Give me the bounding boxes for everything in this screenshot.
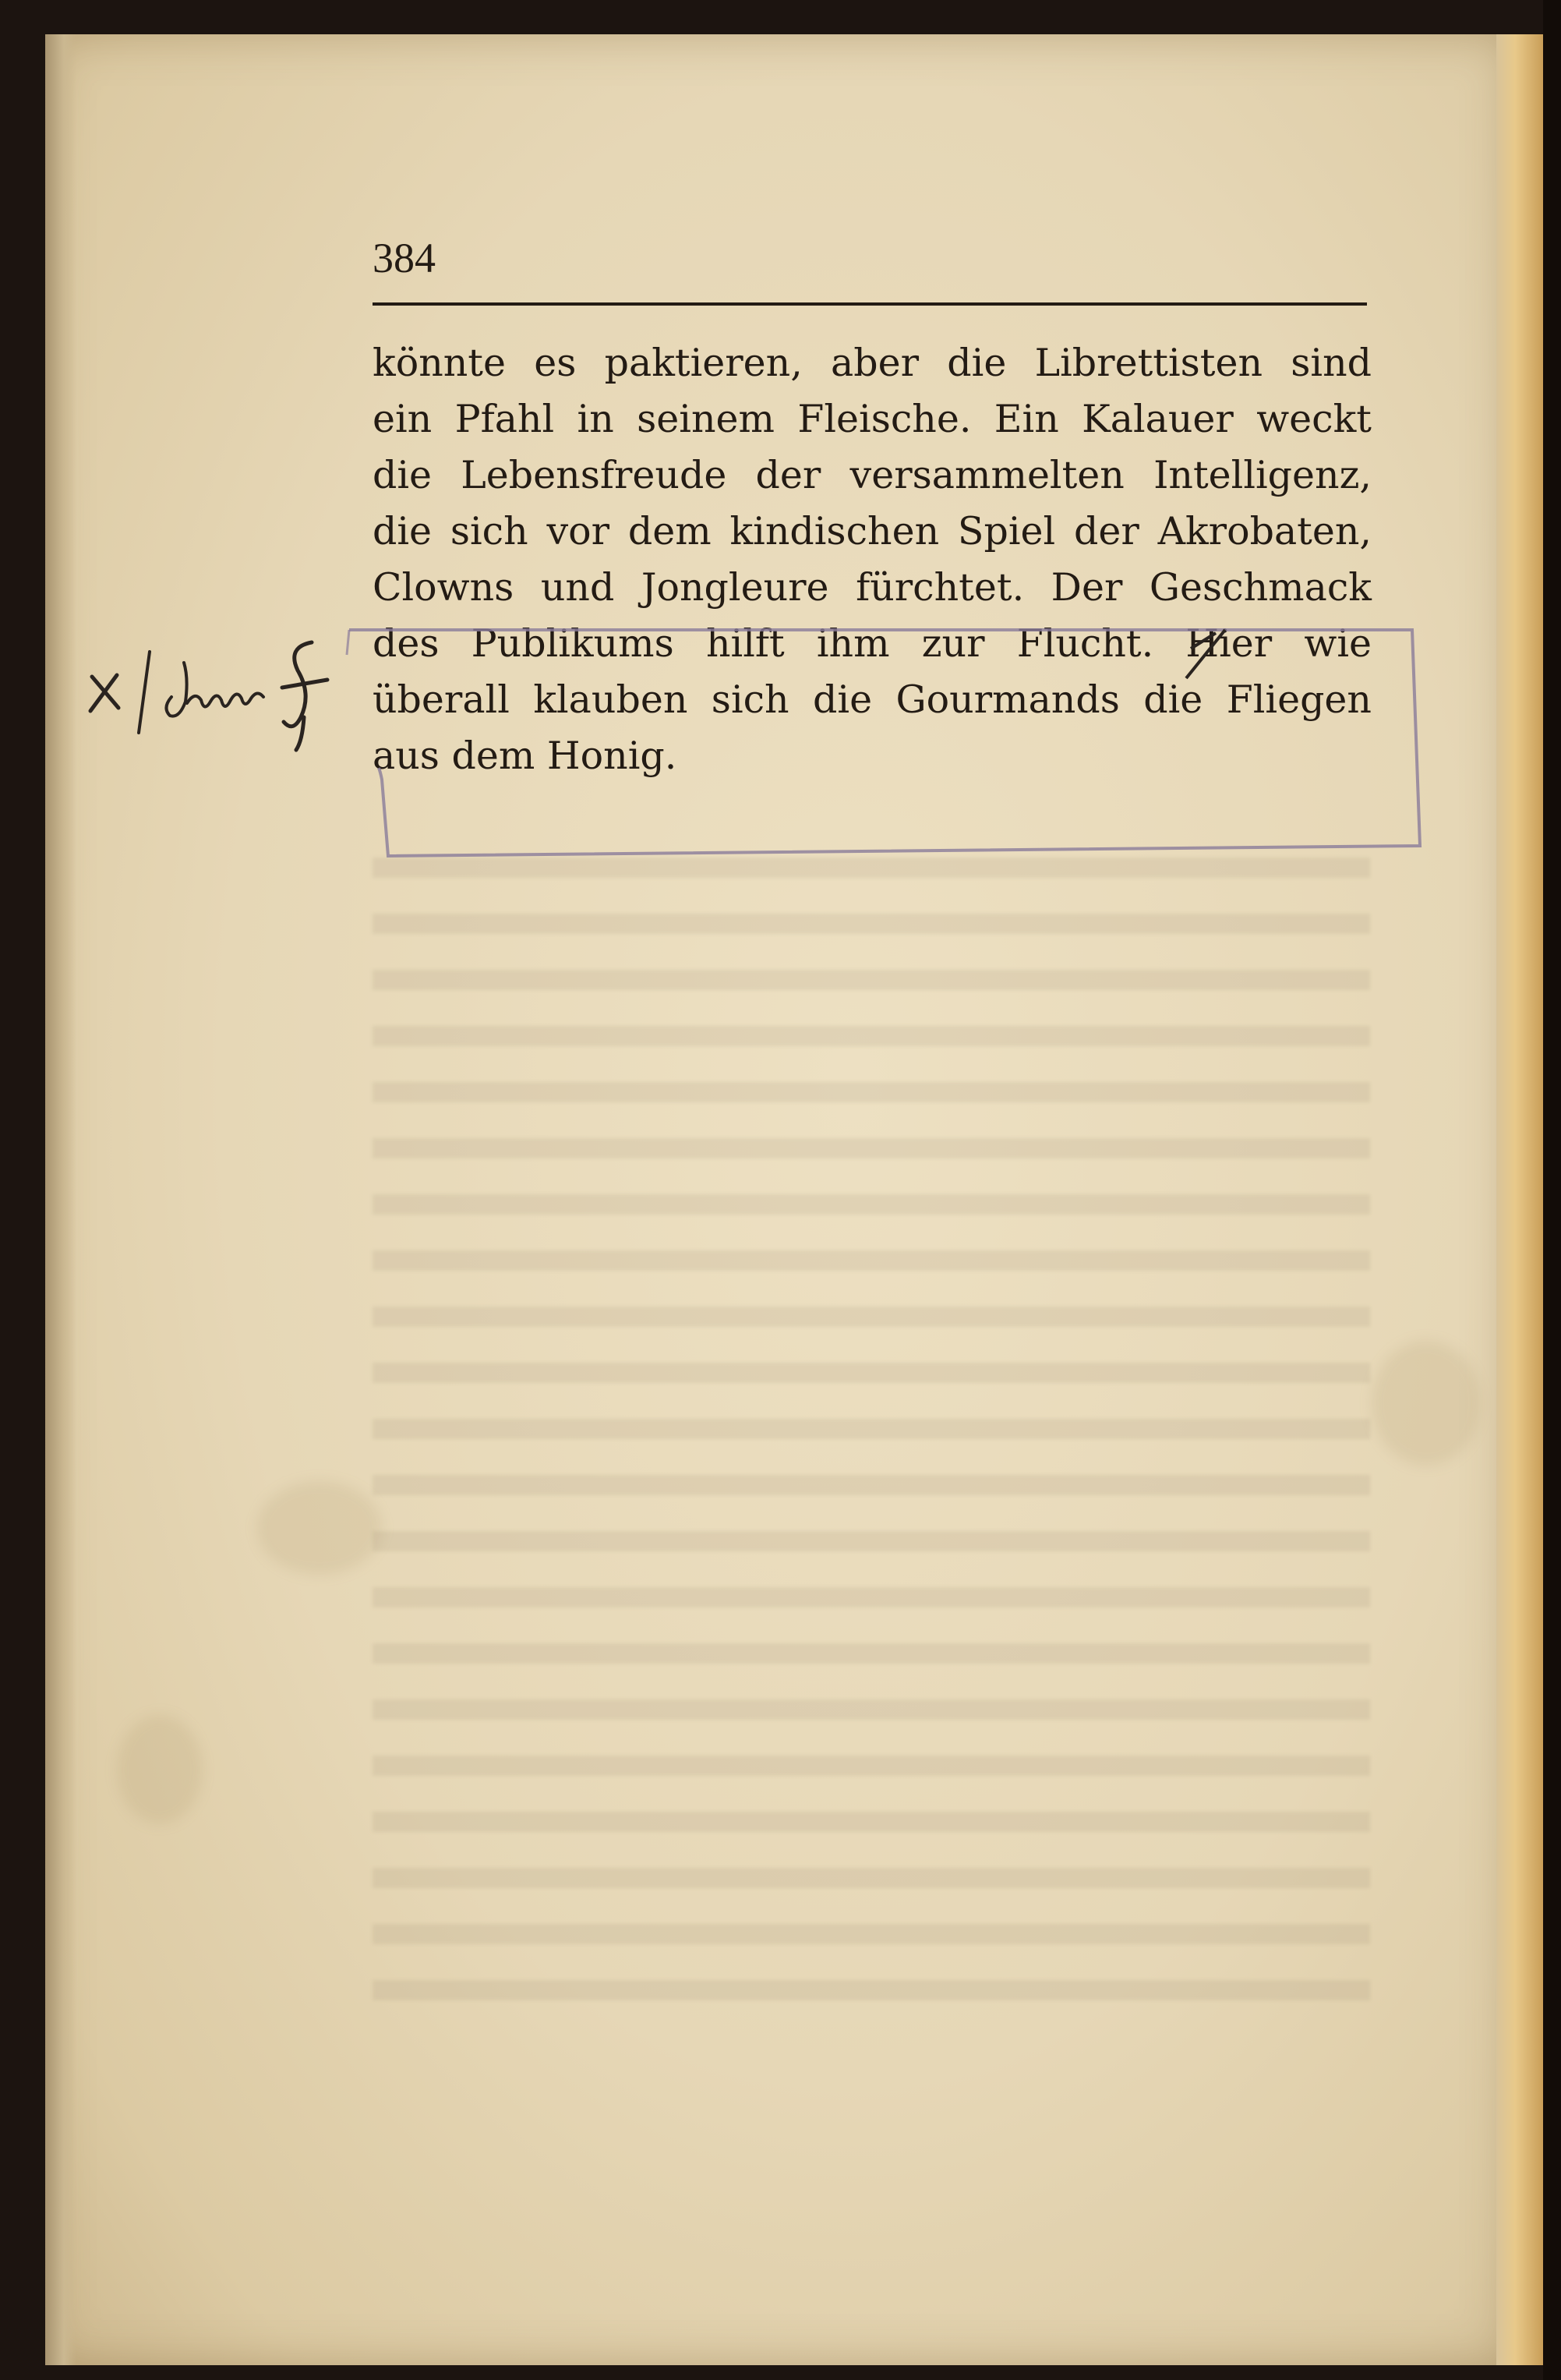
text-line: ein Pfahl in seinem Fleische. Ein Kalauer weckt — [373, 397, 1372, 441]
text-line: überall klauben sich die Gourmands die Fliegen — [373, 677, 1372, 722]
handwritten-margin-note — [78, 616, 366, 756]
text-line: aus dem Honig. — [373, 734, 677, 778]
page-number: 384 — [373, 235, 436, 281]
text-line: die Lebensfreude der versammelten Intelligenz, — [373, 453, 1372, 497]
text-line: könnte es paktieren, aber die Librettisten sind — [373, 341, 1372, 385]
text-line: Clowns und Jongleure fürchtet. Der Geschmack — [373, 565, 1372, 610]
text-line: des Publikums hilft ihm zur Flucht. Hier wie — [373, 621, 1372, 666]
text-line: die sich vor dem kindischen Spiel der Akrobaten, — [373, 509, 1372, 553]
